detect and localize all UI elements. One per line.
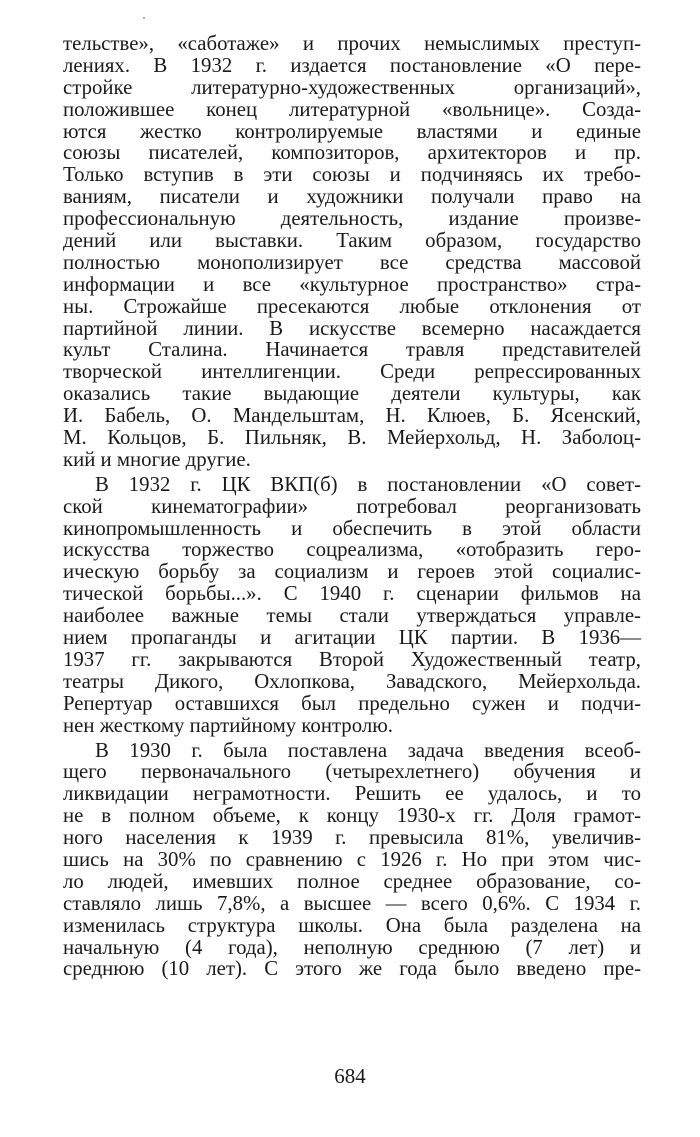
text-line: не в полном объеме, к концу 1930-х гг. Доля грамот- bbox=[63, 804, 641, 828]
text-line: партийной линии. В искусстве всемерно насаждается bbox=[63, 316, 641, 340]
text-line: ваниям, писатели и художники получали право на bbox=[63, 185, 641, 209]
text-line: тической борьбы...». С 1940 г. сценарии фильмов на bbox=[63, 582, 641, 606]
text-line: ическую борьбу за социализм и героев этой социалис- bbox=[63, 560, 641, 584]
paragraph bbox=[63, 740, 641, 981]
text-line: ло людей, имевших полное среднее образование, со- bbox=[63, 869, 641, 893]
page-number: 684 bbox=[334, 1064, 366, 1088]
text-line: кий и многие другие. bbox=[63, 447, 251, 471]
text-line: среднюю (10 лет). С этого же года было введено пре- bbox=[63, 957, 641, 981]
text-line: полностью монополизирует все средства массовой bbox=[63, 250, 641, 274]
text-line: оказались такие выдающие деятели культуры, как bbox=[63, 382, 641, 406]
text-line: ставляло лишь 7,8%, а высшее — всего 0,6%. С 1934 г. bbox=[63, 891, 641, 915]
text-line: ской кинематографии» потребовал реорганизовать bbox=[63, 494, 641, 518]
text-line: нен жесткому партийному контролю. bbox=[63, 713, 393, 737]
paragraph bbox=[63, 474, 641, 737]
text-line: изменилась структура школы. Она была разделена на bbox=[63, 913, 641, 937]
text-line: стройке литературно-художественных организаций», bbox=[63, 75, 641, 99]
text-line: Репертуар оставшихся был предельно сужен и подчи- bbox=[63, 691, 641, 715]
scan-speck bbox=[143, 17, 145, 19]
text-line: лениях. В 1932 г. издается постановление «О пере- bbox=[63, 53, 641, 77]
page-body bbox=[63, 33, 641, 980]
text-line: щего первоначального (четырехлетнего) обучения и bbox=[63, 760, 641, 784]
text-line: искусства торжество соцреализма, «отобразить геро- bbox=[63, 538, 641, 562]
text-line: союзы писателей, композиторов, архитекторов и пр. bbox=[63, 141, 641, 165]
text-line: нием пропаганды и агитации ЦК партии. В 1936— bbox=[63, 626, 641, 650]
text-line: положившее конец литературной «вольнице». Созда- bbox=[63, 97, 641, 121]
text-line: информации и все «культурное пространство» стра- bbox=[63, 272, 641, 296]
text-line: начальную (4 года), неполную среднюю (7 лет) и bbox=[63, 935, 641, 959]
text-line: В 1932 г. ЦК ВКП(б) в постановлении «О совет- bbox=[95, 472, 641, 496]
text-line: М. Кольцов, Б. Пильняк, В. Мейерхольд, Н. Заболоц- bbox=[63, 426, 641, 450]
text-line: В 1930 г. была поставлена задача введения всеоб- bbox=[95, 738, 641, 762]
text-line: наиболее важные темы стали утверждаться управле- bbox=[63, 604, 641, 628]
text-line: ются жестко контролируемые властями и единые bbox=[63, 119, 641, 143]
text-line: ны. Строжайше пресекаются любые отклонения от bbox=[63, 294, 641, 318]
text-line: кинопромышленность и обеспечить в этой области bbox=[63, 516, 641, 540]
paragraph bbox=[63, 33, 641, 471]
text-line: ликвидации неграмотности. Решить ее удалось, и то bbox=[63, 782, 641, 806]
text-line: творческой интеллигенции. Среди репрессированных bbox=[63, 360, 641, 384]
text-line: дений или выставки. Таким образом, государство bbox=[63, 229, 641, 253]
text-line: ного населения к 1939 г. превысила 81%, увеличив- bbox=[63, 826, 641, 850]
text-line: 1937 гг. закрываются Второй Художественный театр, bbox=[63, 647, 641, 671]
text-line: И. Бабель, О. Мандельштам, Н. Клюев, Б. Ясенский, bbox=[63, 404, 641, 428]
text-line: профессиональную деятельность, издание произве- bbox=[63, 207, 641, 231]
text-line: тельстве», «саботаже» и прочих немыслимых преступ- bbox=[63, 32, 641, 55]
text-line: театры Дикого, Охлопкова, Завадского, Мейерхольда. bbox=[63, 669, 641, 693]
text-line: шись на 30% по сравнению с 1926 г. Но при этом чис- bbox=[63, 847, 641, 871]
text-line: культ Сталина. Начинается травля представителей bbox=[63, 338, 641, 362]
text-line: Только вступив в эти союзы и подчиняясь их требо- bbox=[63, 163, 641, 187]
